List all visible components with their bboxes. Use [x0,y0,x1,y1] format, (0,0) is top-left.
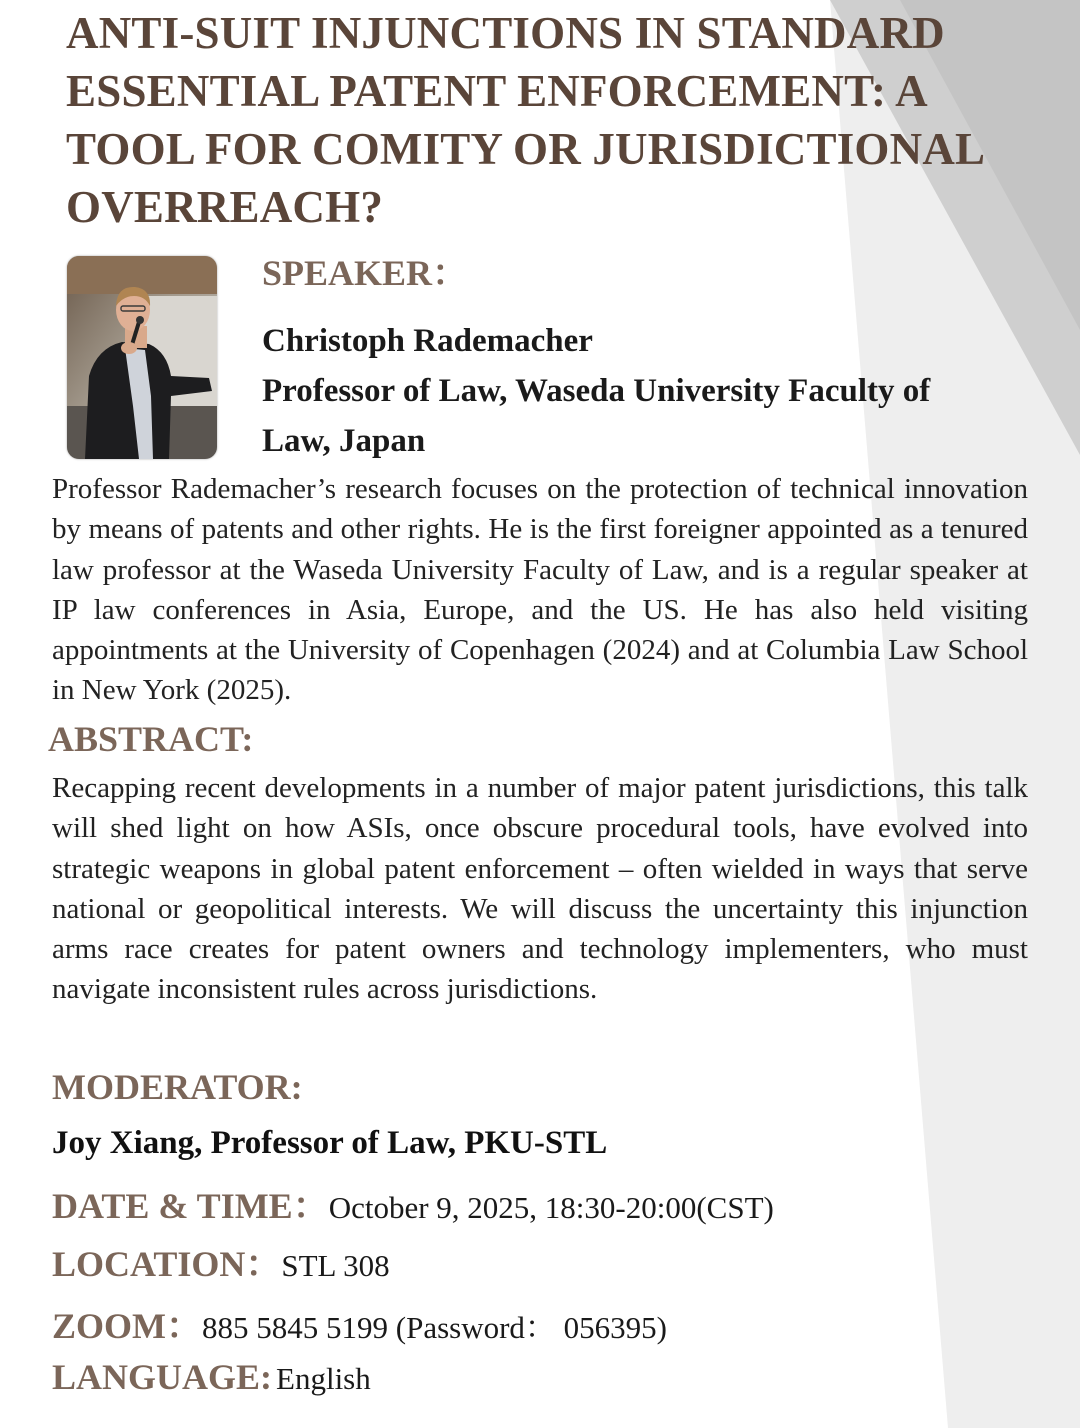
speaker-label: SPEAKER： [262,253,469,293]
speaker-photo [67,256,217,459]
speaker-name: Christoph Rademacher [262,323,593,359]
abstract-label: ABSTRACT: [48,719,254,759]
moderator-label: MODERATOR: [52,1067,303,1107]
language-label: LANGUAGE: [52,1357,273,1397]
date-time-label: DATE & TIME： [52,1186,329,1226]
location-value: STL 308 [281,1248,390,1283]
date-time-value: October 9, 2025, 18:30-20:00(CST) [328,1190,774,1225]
location-row [52,1236,390,1287]
location-label: LOCATION： [52,1244,282,1284]
event-title: ANTI-SUIT INJUNCTIONS IN STANDARD ESSENTIAL PATENT ENFORCEMENT: A TOOL FOR COMITY OR JURISDICTIONAL OVERREACH? [66,8,983,232]
zoom-value: 885 5845 5199 (Password： 056395) [202,1310,667,1345]
zoom-label: ZOOM： [52,1306,202,1346]
date-time-row [52,1178,774,1229]
speaker-position-line1: Professor of Law, Waseda University Faculty of [262,373,931,409]
zoom-row [52,1298,667,1349]
speaker-bio: Professor Rademacher’s research focuses on the protection of technical innovation by means of patents and other rights. He is the first foreigner appointed as a tenured law professor at the Waseda University Faculty of Law, and is a regular speaker at IP law conferences in Asia, Europe, and the US. He has also held visiting appointments at the University of Copenhagen (2024) and at Columbia Law School in New York (2025). [52,473,1028,707]
language-value: English [276,1361,371,1396]
speaker-info [262,316,1022,466]
language-row [52,1356,371,1398]
abstract-text: Recapping recent developments in a number of major patent jurisdictions, this talk will shed light on how ASIs, once obscure procedural tools, have evolved into strategic weapons in global patent enforcement – often wielded in ways that serve national or geopolitical interests. We will discuss the uncertainty this injunction arms race creates for patent owners and technology implementers, who must navigate inconsistent rules across jurisdictions. [52,772,1028,1006]
speaker-position-line2: Law, Japan [262,423,426,459]
moderator-text: Joy Xiang, Professor of Law, PKU-STL [52,1125,608,1161]
